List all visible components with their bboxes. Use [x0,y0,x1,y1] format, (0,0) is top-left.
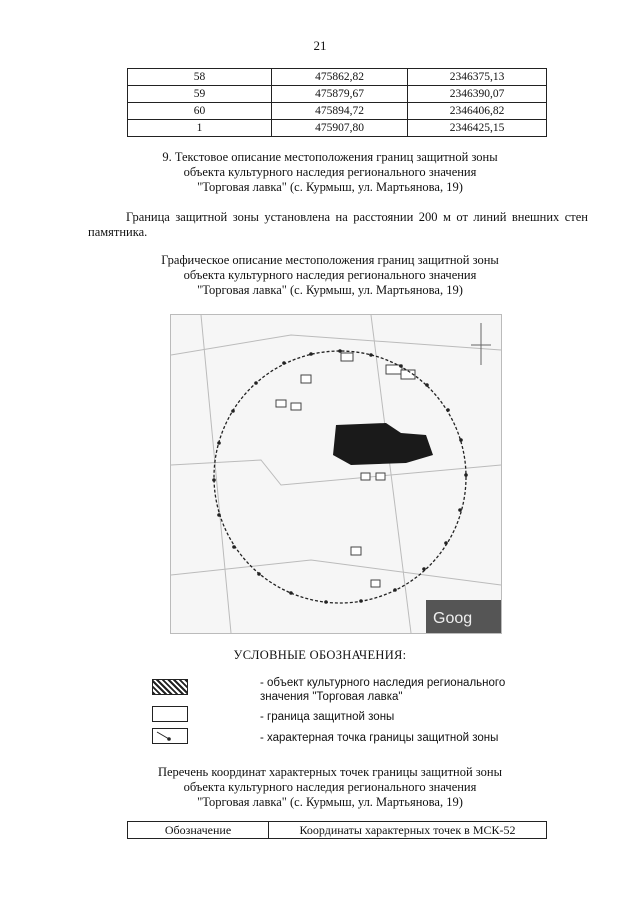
heading-line: "Торговая лавка" (с. Курмыш, ул. Мартьянова, 19) [197,283,463,297]
coord-y: 2346406,82 [408,103,547,120]
table-row [128,86,547,103]
legend-item-heritage-object [260,676,505,704]
point-number: 1 [128,120,272,137]
coord-y: 2346375,13 [408,69,547,86]
coord-x: 475862,82 [272,69,408,86]
table-row [128,103,547,120]
legend-item-boundary-point: - характерная точка границы защитной зоны [260,732,499,744]
heading-line: объекта культурного наследия регионального значения [183,268,477,282]
coord-x: 475894,72 [272,103,408,120]
table-row [128,69,547,86]
coord-x: 475879,67 [272,86,408,103]
point-number: 60 [128,103,272,120]
point-number: 59 [128,86,272,103]
protection-zone-map [170,314,502,634]
point-number: 58 [128,69,272,86]
coord-x: 475907,80 [272,120,408,137]
coord-y: 2346425,15 [408,120,547,137]
heading-line: объекта культурного наследия регионального значения [183,780,477,794]
table-row [128,120,547,137]
heading-line: 9. Текстовое описание местоположения границ защитной зоны [162,150,498,164]
heading-line: "Торговая лавка" (с. Курмыш, ул. Мартьянова, 19) [197,180,463,194]
coordinates-list-heading [60,765,600,810]
coord-y: 2346390,07 [408,86,547,103]
heading-line: объекта культурного наследия регионального значения [183,165,477,179]
heading-line: Графическое описание местоположения границ защитной зоны [161,253,499,267]
heading-line: Перечень координат характерных точек границы защитной зоны [157,765,503,779]
coordinates-list-table [127,821,547,839]
legend-title: УСЛОВНЫЕ ОБОЗНАЧЕНИЯ: [233,648,407,662]
column-header: Обозначение [128,822,269,839]
table-header-row [128,822,547,839]
boundary-point-symbol [152,728,188,744]
graphic-heading [60,253,600,298]
column-header: Координаты характерных точек в МСК-52 [269,822,547,839]
map-watermark: Goog [433,610,473,627]
section-9-heading [60,150,600,195]
page-number: 21 [313,38,327,53]
legend-text: - объект культурного наследия регионального [260,677,506,689]
coordinates-table [127,68,547,137]
zone-boundary-symbol [152,706,188,722]
heritage-object-symbol [152,679,188,695]
heading-line: "Торговая лавка" (с. Курмыш, ул. Мартьянова, 19) [197,795,463,809]
legend-text: значения "Торговая лавка" [260,691,403,703]
legend-item-zone-boundary: - граница защитной зоны [260,711,395,723]
boundary-paragraph: Граница защитной зоны установлена на расстоянии 200 м от линий внешних стен памятника. [88,210,588,239]
